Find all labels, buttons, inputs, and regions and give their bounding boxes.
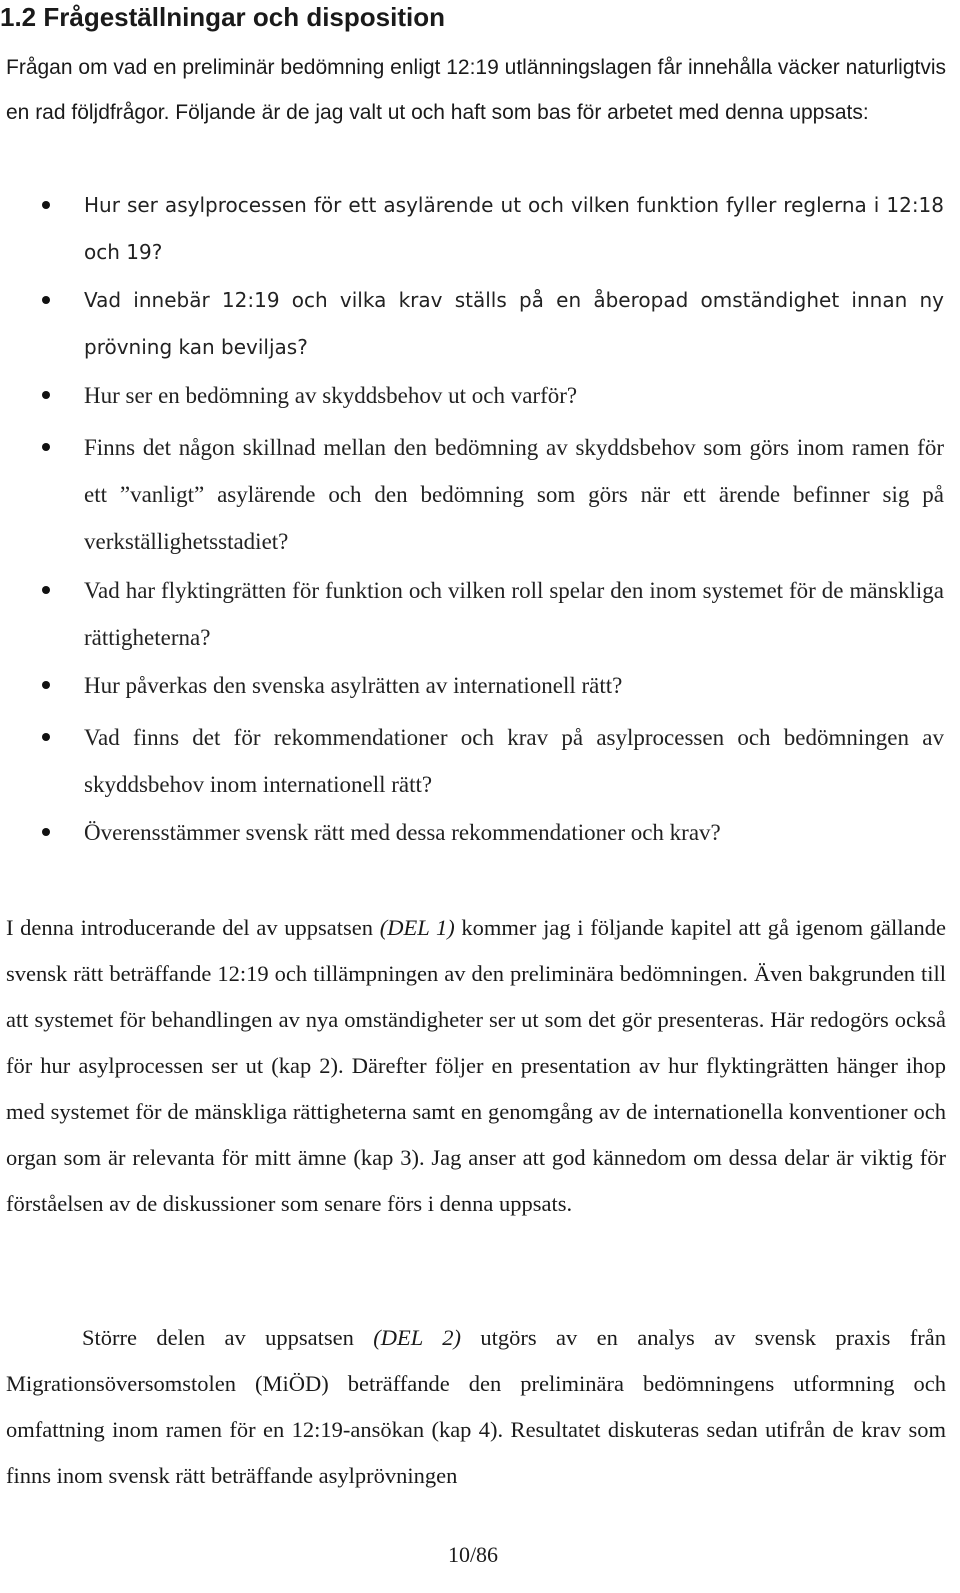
question-text: Vad innebär 12:19 och vilka krav ställs på en åberopad omständighet innan ny prövning kan beviljas?	[84, 288, 944, 359]
emphasis-text: (DEL 1)	[379, 915, 455, 940]
question-text: Överensstämmer svensk rätt med dessa rekommendationer och krav?	[84, 820, 721, 845]
question-text: Hur ser asylprocessen för ett asylärende ut och vilken funktion fyller reglerna i 12:18 och 19?	[84, 193, 944, 264]
question-text: Hur ser en bedömning av skyddsbehov ut och varför?	[84, 383, 578, 408]
body-paragraph-2	[6, 1315, 946, 1499]
bullet-icon	[42, 828, 50, 836]
bullet-icon	[42, 443, 50, 451]
intro-paragraph: Frågan om vad en preliminär bedömning enligt 12:19 utlänningslagen får innehålla väcker naturligtvis en rad följdfrågor. Följande är de jag valt ut och haft som bas för arbetet med denna uppsats:	[6, 56, 946, 124]
question-text: Finns det någon skillnad mellan den bedömning av skyddsbehov som görs inom ramen för ett ”vanligt” asylärende och den bedömning som görs när ett ärende befinner sig på verkställighetsstadiet?	[84, 435, 944, 554]
paragraph-text: utgörs av en analys av svensk praxis från Migrationsöversomstolen (MiÖD) beträffande den preliminära bedömningens utformning och omfattning inom ramen för en 12:19-ansökan (kap 4). Resultatet diskuteras sedan utifrån de krav som finns inom svensk rätt beträffande asylprövningen	[6, 1325, 946, 1488]
section-heading: 1.2 Frågeställningar och disposition	[0, 2, 445, 32]
page-number: 10/86	[447, 1542, 499, 1567]
bullet-icon	[42, 201, 50, 209]
bullet-icon	[42, 296, 50, 304]
body-paragraph-1	[6, 905, 946, 1227]
emphasis-text: (DEL 2)	[373, 1325, 461, 1350]
question-text: Vad finns det för rekommendationer och krav på asylprocessen och bedömningen av skyddsbehov inom internationell rätt?	[84, 725, 944, 797]
bullet-icon	[42, 733, 50, 741]
bullet-icon	[42, 586, 50, 594]
paragraph-text: Större delen av uppsatsen	[82, 1325, 374, 1350]
paragraph-text: kommer jag i följande kapitel att gå igenom gällande svensk rätt beträffande 12:19 och tillämpningen av den preliminära bedömningen. Även bakgrunden till att systemet för behandlingen av nya omständigheter ser ut som det gör presenteras. Här redogörs också för hur asylprocessen ser ut (kap 2). Därefter följer en presentation av hur flyktingrätten hänger ihop med systemet för de mänskliga rättigheterna samt en genomgång av de internationella konventioner och organ som är relevanta för mitt ämne (kap 3). Jag anser att god kännedom om dessa delar är viktig för förståelsen av de diskussioner som senare förs i denna uppsats.	[6, 915, 946, 1216]
bullet-icon	[42, 681, 50, 689]
question-text: Hur påverkas den svenska asylrätten av internationell rätt?	[84, 673, 623, 698]
bullet-icon	[42, 391, 50, 399]
question-text: Vad har flyktingrätten för funktion och vilken roll spelar den inom systemet för de mänskliga rättigheterna?	[84, 578, 944, 650]
paragraph-text: I denna introducerande del av uppsatsen	[6, 915, 380, 940]
